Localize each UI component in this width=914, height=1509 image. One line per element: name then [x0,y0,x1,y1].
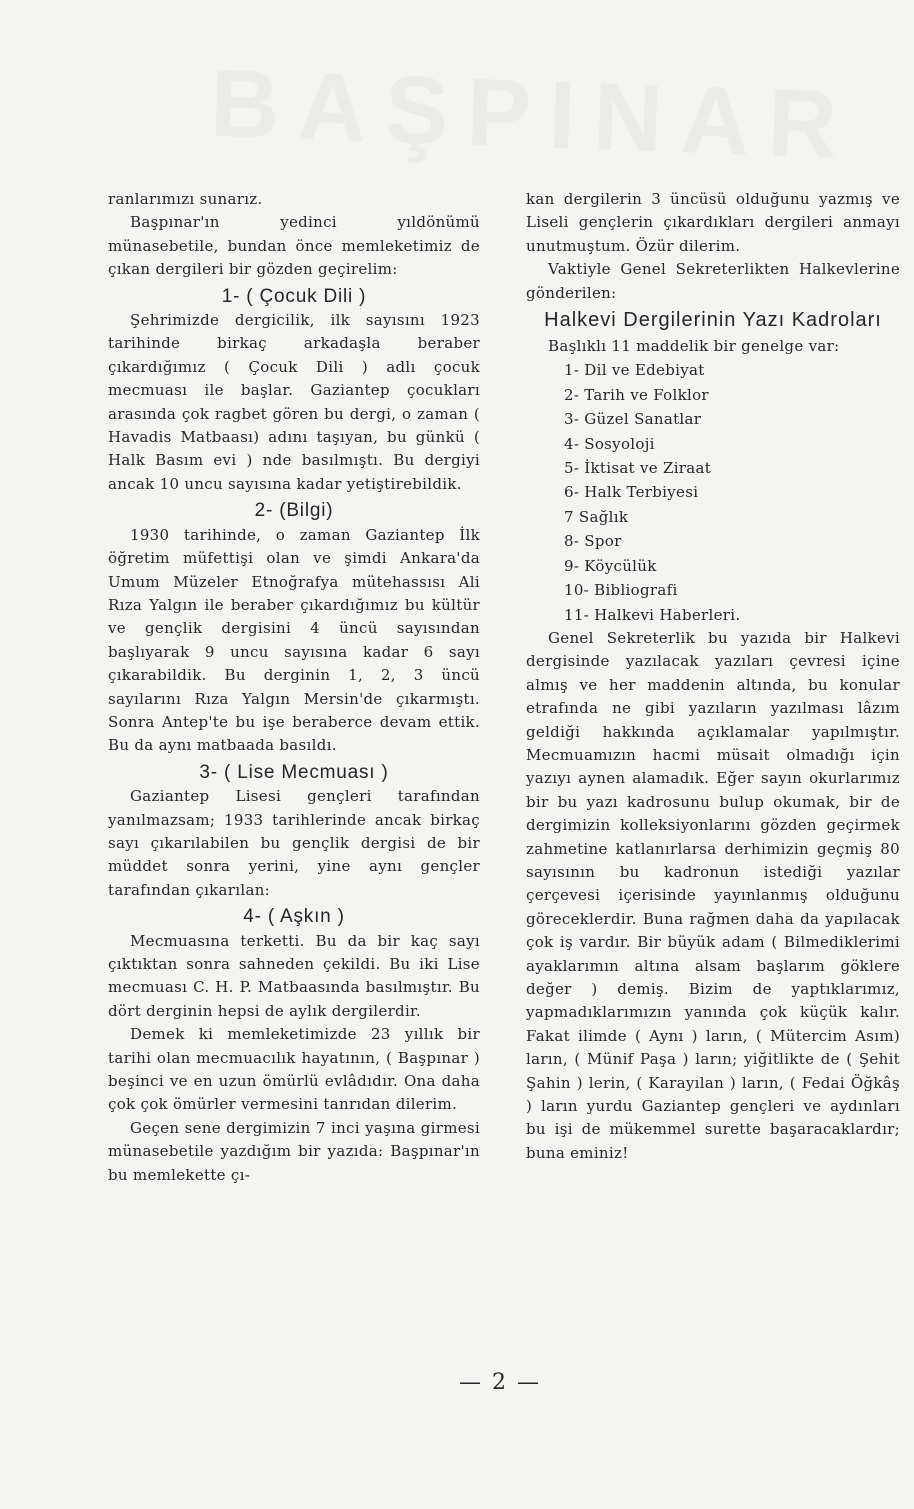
right-paragraph-2: Vaktiyle Genel Sekreterlikten Halkevlerine gönderilen: [526,260,900,302]
list-item: 10- Bibliografi [564,581,678,600]
heading-halkevi-dergileri: Halkevi Dergilerinin Yazı Kadroları [544,309,882,332]
list-item: 2- Tarih ve Folklor [564,385,709,404]
topic-list [526,358,900,626]
right-paragraph-4: Genel Sekreterlik bu yazıda bir Halkevi dergisinde yazılacak yazıları çevresi içine almış ve her maddenin altında, bu konular etrafında ne gibi yazıların yazılması lâzım geldiği hakkında açıklamalar yapılmıştır. Mecmuamızın hacmi müsait olmadığı için yazıyı aynen alamadık. Eğer sayın okurlarımız bir bu yazı kadrosunu bulup okumak, bir de dergimizin kolleksiyonlarını gözden geçirmek zahmetine katlanırlarsa derhimizin geçmiş 80 sayısının bu kadronun istediği yazılar çerçevesi içerisinde yayınlanmış olduğunu göreceklerdir. Buna rağmen daha da yapılacak çok iş vardır. Bir büyük adam ( Bilmediklerimi ayaklarımın altına alsam başlarım göklere değer ) demiş. Bizim de yaptıklarımız, yapmadıklarımızın yanında çok küçük kalır. Fakat ilimde ( Aynı ) ların, ( Mütercim Asım) ların, ( Münif Paşa ) ların; yiğitlikte de ( Şehit Şahin ) lerin, ( Karayılan ) ların, ( Fedai Öğkâş ) ların yurdu Gaziantep gençleri ve aydınları bu işi de mükemmel surette başaracaklardır; buna eminiz! [526,628,900,1162]
left-column [108,188,480,1187]
list-item: 5- İktisat ve Ziraat [564,459,712,478]
heading-askin: 4- ( Aşkın ) [243,906,345,928]
watermark-text: BAŞPINAR [208,49,858,180]
left-paragraph-8: Geçen sene dergimizin 7 inci yaşına girmesi münasebetile yazdığım bir yazıda: Başpınar'ın bu memlekette çı- [108,1118,480,1184]
list-item: 8- Spor [564,532,622,551]
list-item: 11- Halkevi Haberleri. [564,605,741,624]
heading-lise-mecmuasi: 3- ( Lise Mecmuası ) [199,761,389,783]
list-item: 7 Sağlık [564,507,629,526]
page-number: — 2 — [459,1370,541,1395]
list-item: 9- Köycülük [564,556,657,575]
list-item: 4- Sosyoloji [564,434,655,453]
left-paragraph-3: Şehrimizde dergicilik, ilk sayısını 1923 tarihinde birkaç arkadaşla beraber çıkardığımız ( Çocuk Dili ) adlı çocuk mecmuası ile başlar. Gaziantep çocukları arasında çok ragbet gören bu dergi, o zaman ( Havadis Matbaası) adını taşıyan, bu günkü ( Halk Basım evi ) nde basılmıştı. Bu dergiyi ancak 10 uncu sayısına kadar yetiştirebildik. [108,311,480,493]
left-paragraph-1: ranlarımızı sunarız. [108,190,263,208]
left-paragraph-5: Gaziantep Lisesi gençleri tarafından yanılmazsam; 1933 tarihlerinde ancak birkaç sayı çıkarılabilen bu gençlik dergisi de bir müddet sonra yerini, yine aynı gençler tarafından çıkarılan: [108,787,480,899]
left-paragraph-2: Başpınar'ın yedinci yıldönümü münasebetile, bundan önce memleketimiz de çıkan dergileri bir gözden geçirelim: [108,213,480,279]
list-item: 6- Halk Terbiyesi [564,483,699,502]
right-paragraph-1: kan dergilerin 3 üncüsü olduğunu yazmış ve Liseli gençlerin çıkardıkları dergileri anmayı unutmuştum. Özür dilerim. [526,190,900,255]
left-paragraph-7: Demek ki memleketimizde 23 yıllık bir tarihi olan mecmuacılık hayatının, ( Başpınar ) beşinci ve en uzun ömürlü evlâdıdır. Ona daha çok çok ömürler vermesini tanrıdan dilerim. [108,1025,480,1114]
right-column [526,188,900,1165]
left-paragraph-4: 1930 tarihinde, o zaman Gaziantep İlk öğretim müfettişi olan ve şimdi Ankara'da Umum Müzeler Etnoğrafya mütehassısı Ali Rıza Yalgın ile beraber çıkardığımız bu kültür ve gençlik dergisini 4 üncü sayısından başlıyarak 9 uncu sayısına kadar 6 sayı çıkarabildik. Bu derginin 1, 2, 3 üncü sayılarını Rıza Yalgın Mersin'de çıkarmıştı. Sonra Antep'te bu işe beraberce devam ettik. Bu da aynı matbaada basıldı. [108,525,480,755]
list-item: 3- Güzel Sanatlar [564,410,702,429]
heading-bilgi: 2- (Bilgi) [254,500,334,522]
list-item: 1- Dil ve Edebiyat [564,361,705,380]
left-paragraph-6: Mecmuasına terketti. Bu da bir kaç sayı çıktıktan sonra sahneden çekildi. Bu iki Lise mecmuası C. H. P. Matbaasında basılmıştır. Bu dört derginin hepsi de aylık dergilerdir. [108,931,480,1020]
right-paragraph-3: Başlıklı 11 maddelik bir genelge var: [548,337,840,356]
heading-cocuk-dili: 1- ( Çocuk Dili ) [221,285,367,307]
